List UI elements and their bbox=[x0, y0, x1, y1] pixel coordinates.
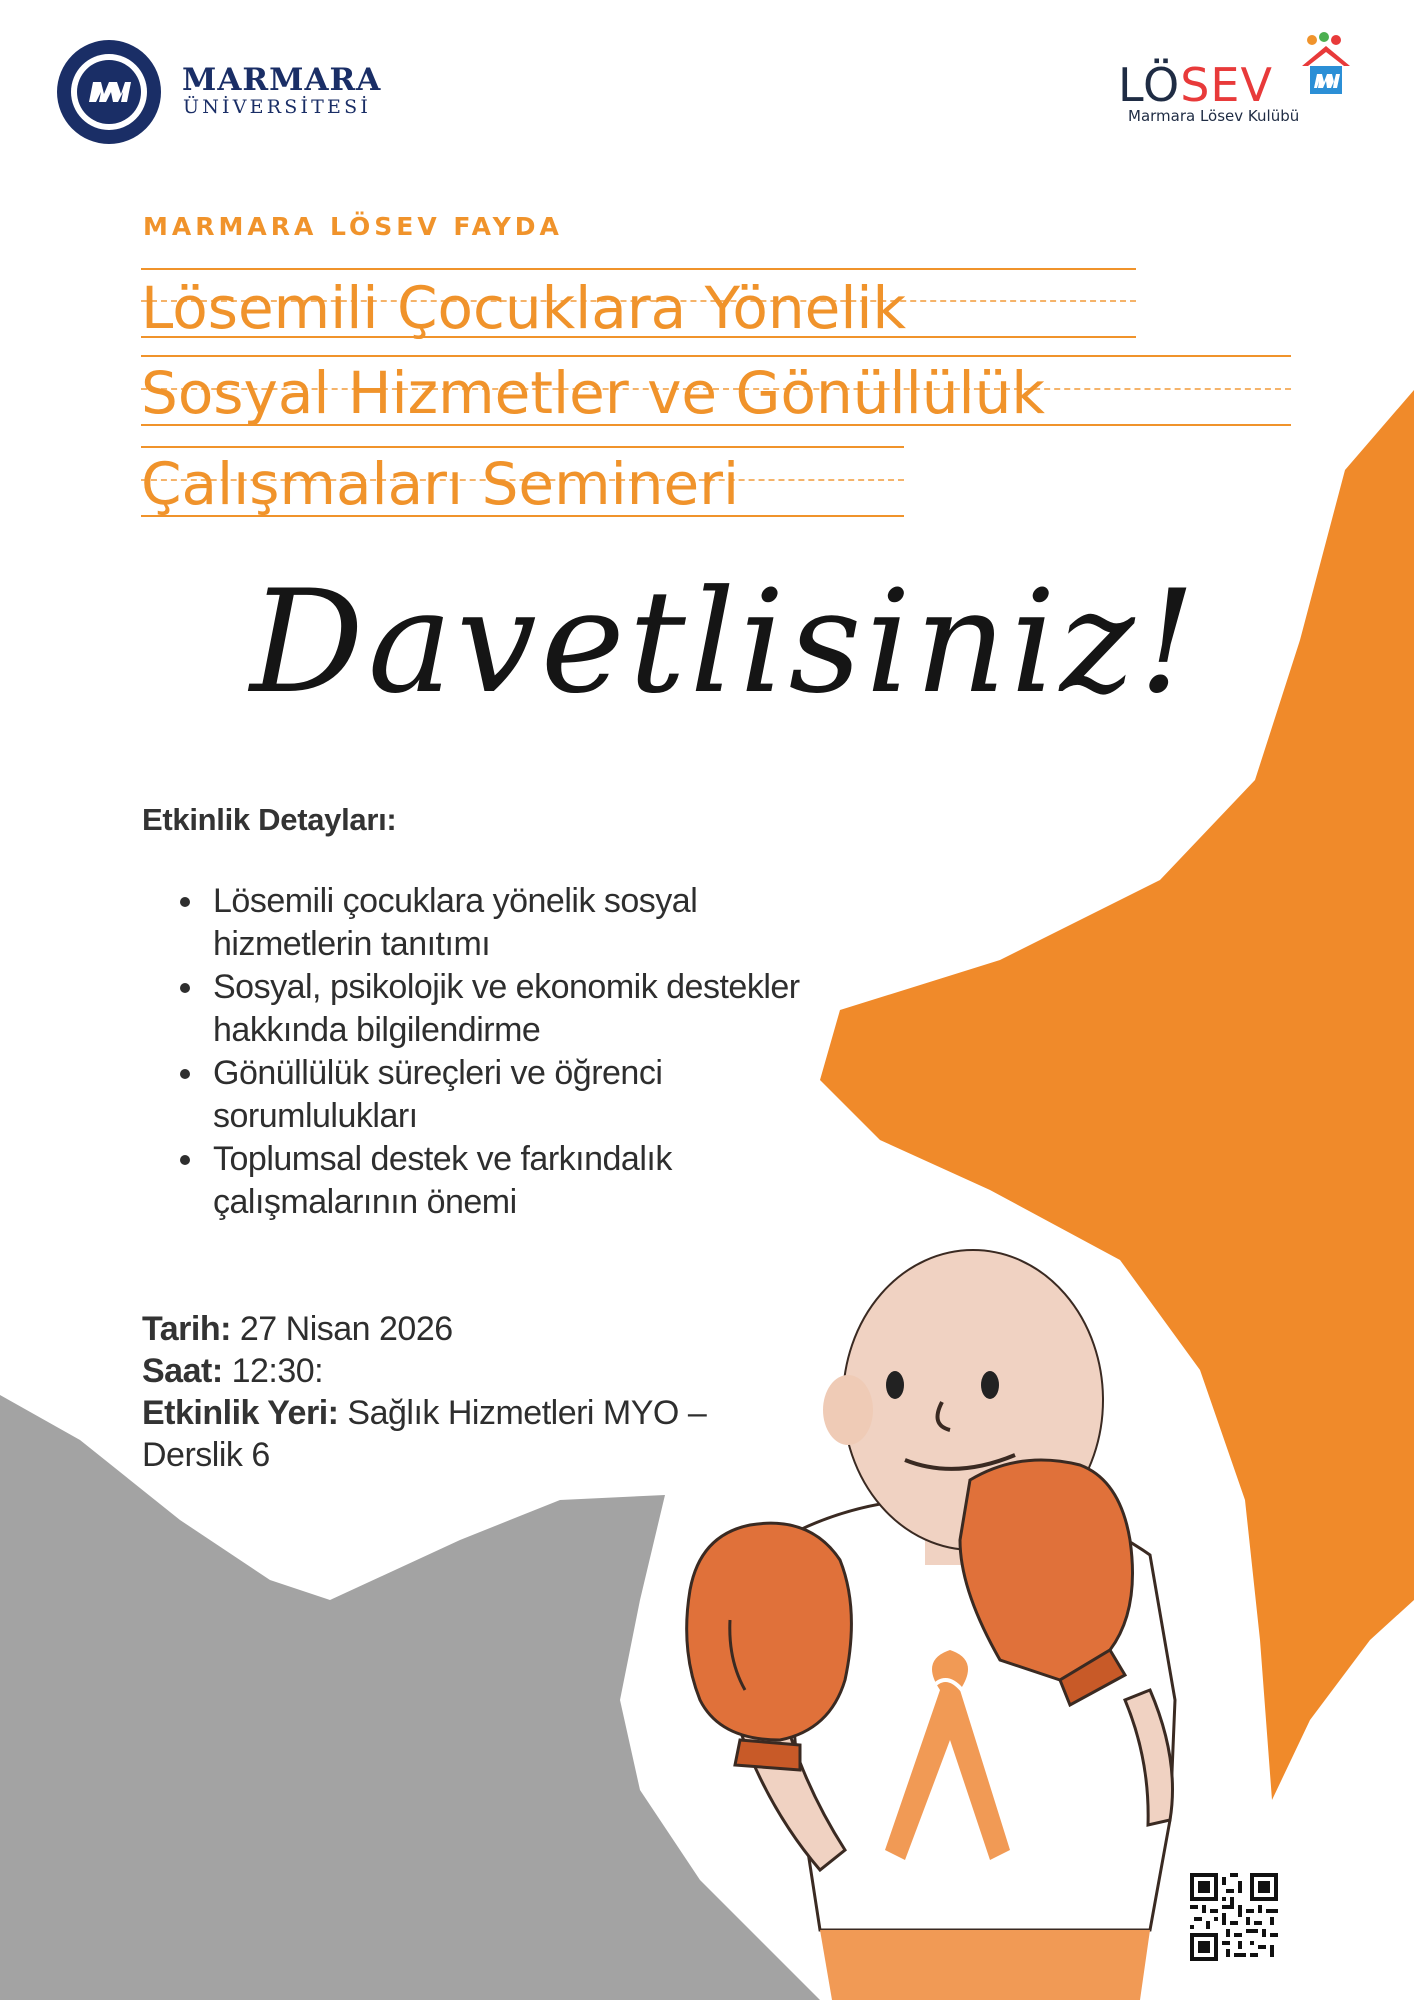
club-brand-lo: LÖ bbox=[1118, 58, 1181, 112]
guide-line bbox=[141, 446, 904, 448]
club-brand-sev: SEV bbox=[1180, 58, 1273, 112]
list-item: • Sosyal, psikolojik ve ekonomik destekler hakkında bilgilendirme bbox=[207, 966, 847, 1052]
house-icon bbox=[1298, 30, 1354, 102]
invitation-text: Davetlisiniz! bbox=[250, 560, 1200, 725]
university-subtitle: ÜNİVERSİTESİ bbox=[183, 96, 372, 118]
date-row bbox=[142, 1308, 782, 1350]
qr-code-icon[interactable] bbox=[1190, 1873, 1278, 1961]
time-value: 12:30: bbox=[231, 1352, 324, 1390]
club-tagline: Marmara Lösev Kulübü bbox=[1128, 107, 1300, 125]
place-value: Sağlık Hizmetleri MYO – Derslik 6 bbox=[142, 1394, 707, 1474]
gray-star-shape bbox=[0, 1395, 820, 2000]
club-brand bbox=[1118, 58, 1273, 112]
place-row bbox=[142, 1392, 782, 1476]
guide-line bbox=[141, 268, 1136, 270]
details-list bbox=[162, 880, 847, 1224]
list-item: • Gönüllülük süreçleri ve öğrenci sorumlulukları bbox=[207, 1052, 847, 1138]
guide-line bbox=[141, 355, 1291, 357]
event-title-line-1: Lösemili Çocuklara Yönelik bbox=[141, 274, 907, 342]
list-item: • Lösemili çocuklara yönelik sosyal hizmetlerin tanıtımı bbox=[207, 880, 847, 966]
list-item: • Toplumsal destek ve farkındalık çalışmalarının önemi bbox=[207, 1138, 847, 1224]
place-label: Etkinlik Yeri: bbox=[142, 1394, 339, 1432]
university-name: MARMARA bbox=[182, 62, 382, 98]
event-title-line-3: Çalışmaları Semineri bbox=[141, 450, 740, 518]
event-info bbox=[142, 1308, 782, 1476]
event-title-line-2: Sosyal Hizmetler ve Gönüllülük bbox=[141, 359, 1045, 427]
date-value: 27 Nisan 2026 bbox=[239, 1310, 453, 1348]
time-row bbox=[142, 1350, 782, 1392]
date-label: Tarih: bbox=[142, 1310, 231, 1348]
university-seal-icon bbox=[55, 38, 163, 146]
event-kicker: MARMARA LÖSEV FAYDA bbox=[143, 212, 563, 241]
time-label: Saat: bbox=[142, 1352, 223, 1390]
details-heading: Etkinlik Detayları: bbox=[142, 802, 397, 837]
